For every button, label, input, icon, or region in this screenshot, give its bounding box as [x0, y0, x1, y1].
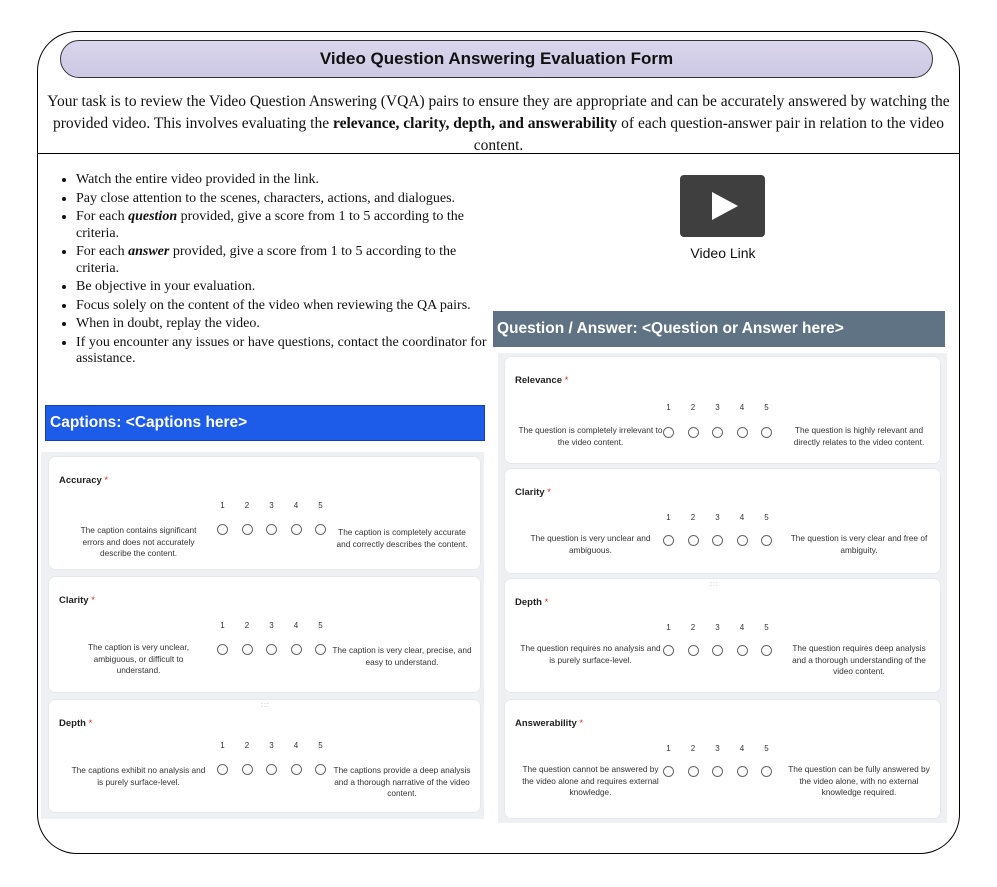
rating-radio-4[interactable]	[291, 524, 302, 535]
intro-bold: relevance, clarity, depth, and answerability	[332, 115, 618, 132]
scale-number: 4	[739, 744, 745, 753]
drag-handle-icon[interactable]: :::	[261, 702, 270, 709]
scale-number: 2	[244, 621, 250, 630]
scale-number: 1	[666, 744, 671, 753]
scale-number: 5	[318, 621, 323, 630]
scale-number: 1	[666, 513, 671, 522]
rating-radio-5[interactable]	[315, 524, 326, 535]
qa-question-card	[505, 700, 940, 818]
required-asterisk: *	[579, 718, 584, 729]
scale-high-label: The question requires deep analysis and a thorough understanding of the video content.	[792, 643, 926, 676]
rating-radio-5[interactable]	[761, 766, 772, 777]
divider	[37, 153, 960, 154]
instruction-text: Pay close attention to the scenes, characters, actions, and dialogues.	[76, 190, 456, 206]
instruction-text: For each	[76, 209, 129, 224]
rating-radio-1[interactable]	[217, 644, 228, 655]
rating-radio-2[interactable]	[242, 644, 253, 655]
qa-panel	[498, 353, 947, 823]
scale-number: 2	[244, 501, 250, 510]
scale-number: 3	[715, 623, 720, 632]
instruction-text: Focus solely on the content of the video when reviewing the QA pairs.	[76, 297, 471, 313]
scale-number: 5	[318, 741, 323, 750]
required-asterisk: *	[88, 718, 93, 729]
scale-number: 3	[269, 621, 274, 630]
rating-radio-5[interactable]	[315, 644, 326, 655]
scale-number: 1	[220, 741, 225, 750]
required-asterisk: *	[104, 475, 109, 486]
play-icon[interactable]	[680, 175, 765, 237]
rating-radio-1[interactable]	[663, 535, 674, 546]
scale-low-label: The question is very unclear and ambiguous.	[530, 533, 651, 555]
instruction-text: provided, give a score from 1 to 5 according to the criteria.	[76, 209, 465, 241]
rating-radio-3[interactable]	[266, 764, 277, 775]
rating-radio-5[interactable]	[315, 764, 326, 775]
instruction-item	[76, 172, 488, 189]
qa-question-card	[505, 357, 940, 463]
rating-radio-4[interactable]	[291, 644, 302, 655]
rating-radio-4[interactable]	[737, 645, 748, 656]
scale-number: 3	[269, 501, 274, 510]
question-title	[515, 718, 583, 729]
instruction-item	[76, 244, 488, 277]
instruction-item	[76, 316, 488, 333]
required-asterisk: *	[91, 595, 95, 606]
scale-low-label: The question cannot be answered by the video alone and requires external knowledge.	[522, 764, 659, 797]
scale-number: 5	[764, 513, 769, 522]
scale-number: 5	[764, 623, 769, 632]
scale-number: 3	[715, 403, 720, 412]
required-asterisk: *	[564, 375, 569, 386]
qa-question-card	[505, 579, 940, 692]
captions-header-text: Captions: <Captions here>	[50, 414, 248, 431]
instruction-item	[76, 279, 488, 296]
rating-radio-1[interactable]	[663, 766, 674, 777]
instruction-text: Be objective in your evaluation.	[76, 279, 256, 294]
rating-radio-1[interactable]	[217, 524, 228, 535]
scale-high-label: The caption is very clear, precise, and easy to understand.	[332, 645, 472, 667]
rating-radio-3[interactable]	[266, 524, 277, 535]
rating-radio-1[interactable]	[217, 764, 228, 775]
scale-number: 4	[739, 403, 745, 412]
scale-number: 5	[764, 744, 769, 753]
scale-number: 5	[764, 403, 769, 412]
scale-number: 2	[690, 513, 696, 522]
rating-radio-2[interactable]	[688, 645, 699, 656]
scale-low-label: The question is completely irrelevant to the video content.	[518, 425, 663, 447]
captions-header	[45, 405, 485, 441]
instruction-item	[76, 298, 488, 315]
rating-radio-2[interactable]	[688, 766, 699, 777]
qa-question-card	[505, 469, 940, 573]
rating-radio-3[interactable]	[712, 645, 723, 656]
intro-part2: of each question-answer pair in relation to the video content.	[473, 115, 944, 154]
rating-radio-1[interactable]	[663, 427, 674, 438]
qa-header-text: Question / Answer: <Question or Answer here>	[497, 320, 844, 337]
scale-high-label: The caption is completely accurate and correctly describes the content.	[336, 527, 468, 549]
caption-question-card	[49, 700, 480, 812]
form-title	[60, 40, 933, 78]
scale-low-label: The caption contains significant errors and does not accurately describe the content.	[80, 525, 197, 558]
instruction-text: If you encounter any issues or have questions, contact the coordinator for assistance.	[76, 334, 487, 366]
rating-radio-2[interactable]	[242, 524, 253, 535]
question-title-text: Relevance	[515, 375, 563, 386]
instruction-emphasis: question	[128, 209, 178, 224]
scale-number: 3	[715, 744, 720, 753]
instruction-item	[76, 191, 488, 208]
qa-header	[493, 311, 945, 347]
instruction-text: When in doubt, replay the video.	[76, 316, 260, 331]
scale-number: 1	[220, 621, 225, 630]
rating-radio-2[interactable]	[688, 535, 699, 546]
scale-number: 3	[269, 741, 274, 750]
rating-radio-5[interactable]	[761, 645, 772, 656]
instruction-text: provided, give a score from 1 to 5 according to the criteria.	[76, 244, 457, 276]
scale-low-label: The caption is very unclear, ambiguous, or difficult to understand.	[88, 642, 189, 675]
scale-high-label: The question is very clear and free of ambiguity.	[790, 533, 928, 555]
rating-radio-3[interactable]	[712, 535, 723, 546]
rating-radio-5[interactable]	[761, 535, 772, 546]
question-title	[59, 718, 92, 729]
scale-high-label: The captions provide a deep analysis and a thorough narrative of the video content.	[333, 765, 471, 798]
scale-low-label: The question requires no analysis and is purely surface-level.	[520, 643, 661, 665]
rating-radio-4[interactable]	[737, 535, 748, 546]
question-title	[59, 475, 108, 486]
captions-panel	[41, 452, 484, 819]
intro-part1: Your task is to review the Video Question Answering (VQA) pairs to ensure they are appropriate and can be accurately answered by watching the provided video. This involves evaluating the	[47, 93, 950, 132]
required-asterisk: *	[547, 487, 551, 498]
question-title	[59, 595, 95, 606]
scale-number: 4	[739, 623, 745, 632]
scale-high-label: The question is highly relevant and directly relates to the video content.	[793, 425, 925, 447]
rating-radio-3[interactable]	[712, 427, 723, 438]
scale-number: 5	[318, 501, 323, 510]
video-link-button[interactable]	[680, 175, 766, 237]
rating-radio-4[interactable]	[737, 766, 748, 777]
scale-number: 1	[220, 501, 225, 510]
scale-number: 4	[739, 513, 745, 522]
scale-number: 4	[293, 621, 299, 630]
form-title-text: Video Question Answering Evaluation Form	[319, 49, 674, 68]
scale-number: 1	[666, 623, 671, 632]
question-title-text: Depth	[59, 718, 86, 729]
scale-number: 4	[293, 501, 299, 510]
caption-question-card	[49, 457, 480, 569]
scale-number: 3	[715, 513, 720, 522]
question-title-text: Clarity	[59, 595, 89, 606]
drag-handle-icon[interactable]: :::	[710, 581, 719, 588]
instruction-text: Watch the entire video provided in the link.	[76, 172, 320, 187]
scale-number: 4	[293, 741, 299, 750]
question-title-text: Depth	[515, 597, 542, 608]
question-title	[515, 597, 548, 608]
rating-radio-2[interactable]	[688, 427, 699, 438]
rating-radio-4[interactable]	[737, 427, 748, 438]
instruction-item	[76, 335, 488, 368]
question-title	[515, 375, 568, 386]
instruction-text: For each	[76, 244, 129, 259]
question-title-text: Accuracy	[59, 475, 102, 486]
rating-radio-5[interactable]	[761, 427, 772, 438]
question-title	[515, 487, 551, 498]
instruction-item	[76, 209, 488, 242]
scale-number: 2	[244, 741, 250, 750]
rating-radio-3[interactable]	[712, 766, 723, 777]
rating-radio-2[interactable]	[242, 764, 253, 775]
question-title-text: Clarity	[515, 487, 545, 498]
instructions-list	[48, 172, 488, 370]
rating-radio-3[interactable]	[266, 644, 277, 655]
caption-question-card	[49, 577, 480, 692]
scale-low-label: The captions exhibit no analysis and is purely surface-level.	[71, 765, 206, 787]
scale-number: 2	[690, 403, 696, 412]
scale-number: 2	[690, 744, 696, 753]
instruction-emphasis: answer	[128, 244, 170, 259]
intro-text	[37, 91, 960, 157]
required-asterisk: *	[544, 597, 549, 608]
scale-high-label: The question can be fully answered by the video alone, with no external knowledge required.	[788, 764, 930, 797]
rating-radio-4[interactable]	[291, 764, 302, 775]
question-title-text: Answerability	[515, 718, 577, 729]
rating-radio-1[interactable]	[663, 645, 674, 656]
scale-number: 1	[666, 403, 671, 412]
video-link-label[interactable]: Video Link	[690, 245, 756, 261]
scale-number: 2	[690, 623, 696, 632]
